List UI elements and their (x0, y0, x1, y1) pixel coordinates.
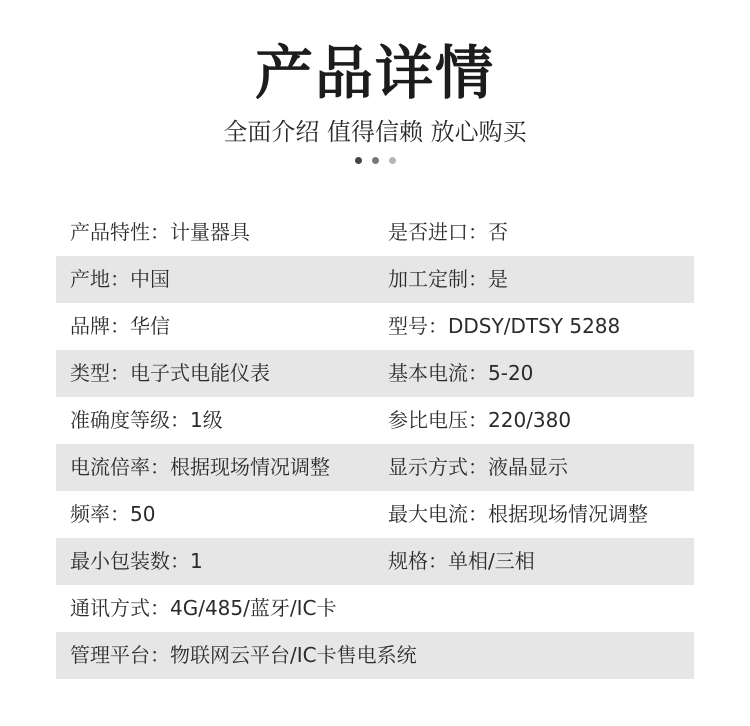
spec-label: 电流倍率： (70, 455, 170, 479)
spec-value: 电子式电能仪表 (130, 361, 270, 385)
spec-cell-right (376, 491, 648, 538)
spec-cell-left (56, 256, 376, 303)
spec-label: 准确度等级： (70, 408, 190, 432)
spec-row (56, 209, 694, 256)
spec-row (56, 350, 694, 397)
spec-value: 4G/485/蓝牙/IC卡 (170, 596, 337, 620)
spec-table (56, 209, 694, 679)
spec-value: 1 (190, 549, 203, 573)
spec-value: 5-20 (488, 361, 534, 385)
spec-value: 华信 (130, 314, 170, 338)
spec-cell-left (56, 538, 376, 585)
spec-label: 通讯方式： (70, 596, 170, 620)
spec-label: 产地： (70, 267, 130, 291)
spec-value: DDSY/DTSY 5288 (448, 314, 621, 338)
spec-row (56, 538, 694, 585)
spec-cell-right (376, 538, 535, 585)
spec-cell-left (56, 491, 376, 538)
spec-value: 否 (488, 220, 508, 244)
spec-cell-right (376, 209, 508, 256)
carousel-dot (355, 157, 362, 164)
spec-label: 类型： (70, 361, 130, 385)
spec-value: 1级 (190, 408, 223, 432)
spec-row (56, 585, 694, 632)
spec-cell-left (56, 397, 376, 444)
page-subtitle: 全面介绍 值得信赖 放心购买 (223, 118, 527, 146)
carousel-dot (372, 157, 379, 164)
spec-value: 液晶显示 (488, 455, 568, 479)
spec-cell-right (376, 444, 568, 491)
spec-value: 50 (130, 502, 156, 526)
spec-row (56, 303, 694, 350)
spec-value: 计量器具 (170, 220, 250, 244)
spec-label: 规格： (388, 549, 448, 573)
spec-label: 参比电压： (388, 408, 488, 432)
spec-label: 产品特性： (70, 220, 170, 244)
spec-row (56, 491, 694, 538)
spec-label: 最大电流： (388, 502, 488, 526)
spec-label: 频率： (70, 502, 130, 526)
spec-label: 加工定制： (388, 267, 488, 291)
spec-value: 根据现场情况调整 (170, 455, 330, 479)
spec-label: 基本电流： (388, 361, 488, 385)
spec-value: 中国 (130, 267, 170, 291)
carousel-dot (389, 157, 396, 164)
spec-label: 是否进口： (388, 220, 488, 244)
spec-value: 根据现场情况调整 (488, 502, 648, 526)
spec-cell-right (376, 256, 508, 303)
spec-value: 220/380 (488, 408, 572, 432)
carousel-dots (0, 157, 750, 165)
page-title: 产品详情 (254, 39, 495, 107)
spec-cell-right (376, 350, 533, 397)
spec-cell-left (56, 303, 376, 350)
spec-cell-left (56, 350, 376, 397)
spec-row (56, 256, 694, 303)
spec-label: 品牌： (70, 314, 130, 338)
spec-label: 最小包装数： (70, 549, 190, 573)
spec-row (56, 444, 694, 491)
spec-cell-right (376, 303, 620, 350)
spec-cell-left (56, 209, 376, 256)
spec-value: 单相/三相 (448, 549, 535, 573)
spec-value: 是 (488, 267, 508, 291)
spec-label: 显示方式： (388, 455, 488, 479)
spec-row (56, 632, 694, 679)
spec-cell-full (56, 632, 417, 679)
spec-cell-left (56, 444, 376, 491)
spec-cell-right (376, 397, 571, 444)
spec-row (56, 397, 694, 444)
spec-label: 管理平台： (70, 643, 170, 667)
spec-value: 物联网云平台/IC卡售电系统 (170, 643, 417, 667)
spec-cell-full (56, 585, 336, 632)
spec-label: 型号： (388, 314, 448, 338)
